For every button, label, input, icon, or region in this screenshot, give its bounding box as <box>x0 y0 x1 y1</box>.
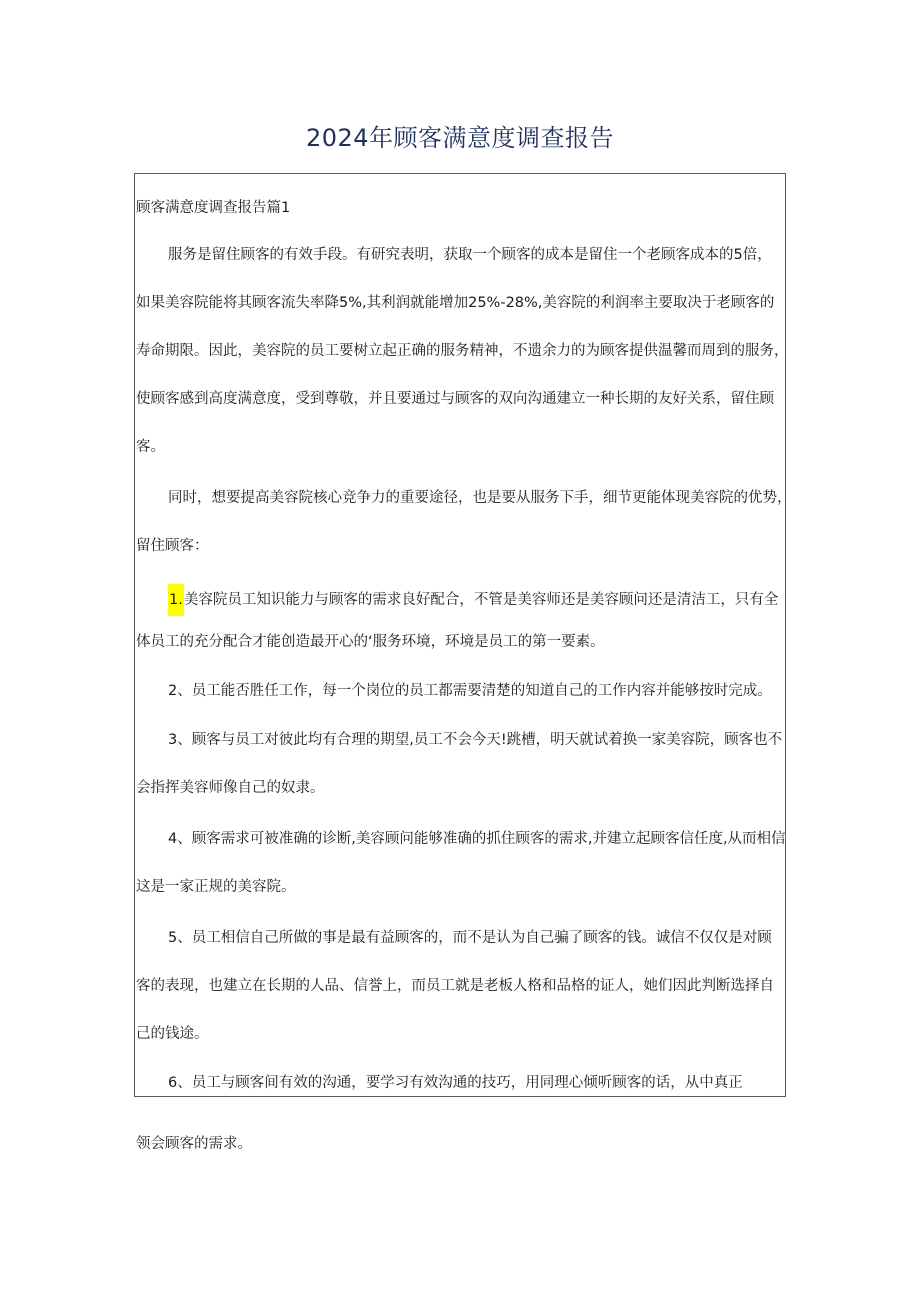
section-heading: 顾客满意度调查报告篇1 <box>136 200 291 216</box>
paragraph-line: 如果美容院能将其顾客流失率降5%,其利润就能增加25%-28%,美容院的利润率主要取决于老顾客的 <box>136 295 775 311</box>
highlighted-number: 1. <box>168 584 184 616</box>
paragraph-line: 体员工的充分配合才能创造最开心的‘服务环境，环境是员工的第一要素。 <box>136 634 605 650</box>
paragraph-line: 会指挥美容师像自己的奴隶。 <box>136 780 325 796</box>
list-item-4: 4、顾客需求可被准确的诊断,美容顾问能够准确的抓住顾客的需求,并建立起顾客信任度,从而相信 <box>168 831 786 847</box>
list-item-6: 6、员工与顾客间有效的沟通，要学习有效沟通的技巧，用同理心倾听顾客的话，从中真正 <box>168 1075 743 1091</box>
paragraph-line: 这是一家正规的美容院。 <box>136 879 296 895</box>
paragraph-line: 领会顾客的需求。 <box>136 1136 252 1152</box>
list-item-3: 3、顾客与员工对彼此均有合理的期望,员工不会今天!跳槽，明天就试着换一家美容院，顾客也不 <box>168 732 783 748</box>
paragraph-line: 客的表现，也建立在长期的人品、信誉上，而员工就是老板人格和品格的证人，她们因此判断选择自 <box>136 978 774 994</box>
paragraph-line: 客。 <box>136 439 165 455</box>
list-item-1 <box>136 584 786 616</box>
paragraph-line: 寿命期限。因此，美容院的员工要树立起正确的服务精神，不遗余力的为顾客提供温馨而周到的服务， <box>136 343 789 359</box>
paragraph-line: 使顾客感到高度满意度，受到尊敬，并且要通过与顾客的双向沟通建立一种长期的友好关系，留住顾 <box>136 391 774 407</box>
paragraph-line: 同时，想要提高美容院核心竞争力的重要途径，也是要从服务下手，细节更能体现美容院的优势， <box>168 490 792 506</box>
paragraph-line: 服务是留住顾客的有效手段。有研究表明，获取一个顾客的成本是留住一个老顾客成本的5倍， <box>168 247 772 263</box>
list-item-5: 5、员工相信自己所做的事是最有益顾客的，而不是认为自己骗了顾客的钱。诚信不仅仅是对顾 <box>168 930 772 946</box>
list-item-2: 2、员工能否胜任工作，每一个岗位的员工都需要清楚的知道自己的工作内容并能够按时完成。 <box>168 683 772 699</box>
list-item-text: 美容院员工知识能力与顾客的需求良好配合，不管是美容师还是美容顾问还是清洁工，只有全 <box>183 592 779 608</box>
paragraph-line: 留住顾客： <box>136 538 209 554</box>
paragraph-line: 己的钱途。 <box>136 1026 209 1042</box>
document-title: 2024年顾客满意度调查报告 <box>305 124 615 152</box>
